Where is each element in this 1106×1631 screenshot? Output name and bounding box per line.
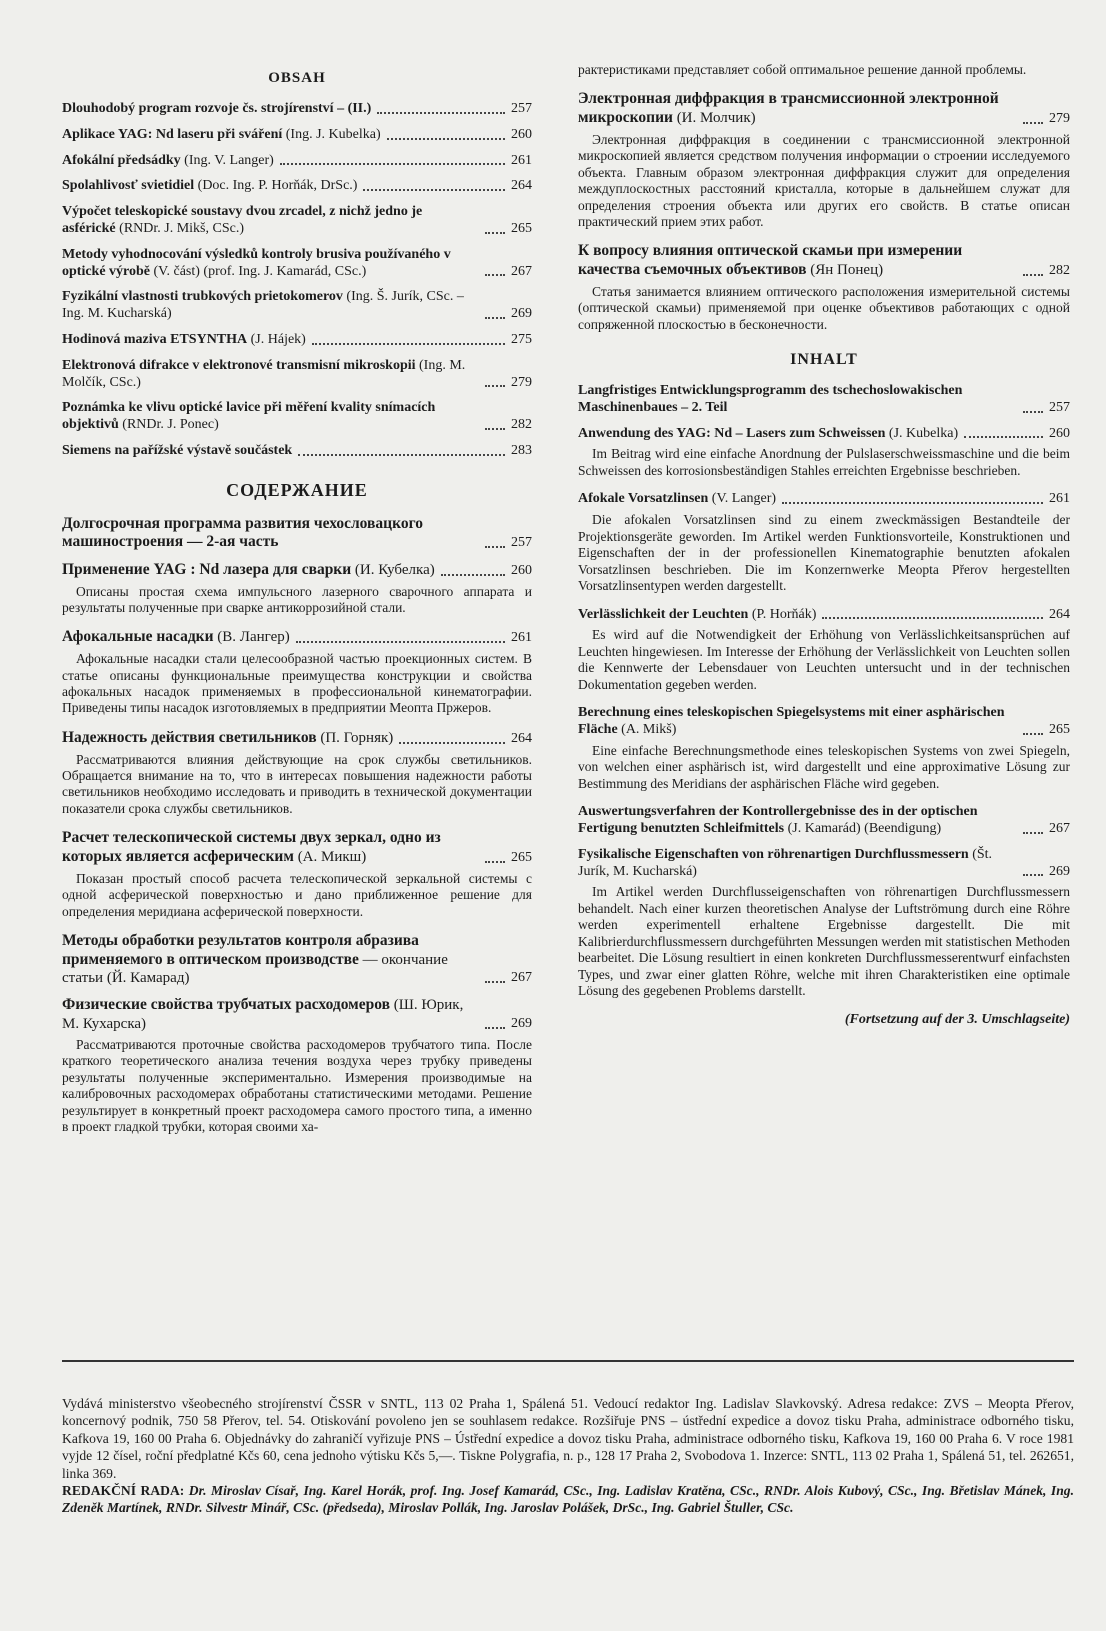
- page-number: 269: [511, 306, 532, 322]
- dot-leader: [485, 1027, 505, 1029]
- article-title: Aplikace YAG: Nd laseru při sváření: [62, 126, 283, 142]
- toc-text: [62, 289, 479, 323]
- toc-entry: [62, 729, 532, 817]
- toc-entry: [62, 153, 532, 170]
- toc-entry: [62, 247, 532, 281]
- toc-line: [62, 127, 532, 144]
- article-title: К вопросу влияния оптической скамьи при измерении качества съемочных объективов: [578, 242, 963, 279]
- dot-leader: [485, 546, 505, 548]
- toc-text: [62, 101, 371, 118]
- toc-text: [578, 491, 776, 508]
- page-number: 260: [511, 126, 532, 142]
- page-number: 261: [511, 152, 532, 168]
- toc-entry: [578, 491, 1070, 594]
- dot-leader: [485, 385, 505, 387]
- toc-line: [62, 561, 532, 580]
- soderzhanie-title: СОДЕРЖАНИЕ: [226, 479, 368, 500]
- dot-leader: [485, 428, 505, 430]
- toc-text: [62, 829, 479, 866]
- toc-line: [578, 383, 1070, 417]
- toc-line: [578, 242, 1070, 279]
- toc-entry: [62, 628, 532, 716]
- article-author: (RNDr. J. Ponec): [122, 417, 219, 433]
- article-title: Afokale Vorsatzlinsen: [578, 491, 709, 507]
- page-number: 275: [511, 331, 532, 347]
- article-author: (Ing. V. Langer): [184, 152, 274, 168]
- article-author: (А. Микш): [297, 849, 367, 865]
- toc-text: [62, 127, 381, 144]
- dot-leader: [964, 436, 1043, 438]
- toc-text: [62, 247, 479, 281]
- dot-leader: [363, 189, 505, 191]
- article-author: (J. Kamarád) (Beendigung): [787, 821, 942, 836]
- article-abstract: Описаны простая схема импульсного лазерного сварочного аппарата и результаты полученные при сварке антикоррозийной стали.: [62, 583, 532, 615]
- toc-entry: [62, 332, 532, 349]
- article-title: Электронная диффракция в трансмиссионной электронной микроскопии: [578, 90, 999, 127]
- article-title: Афокальные насадки: [62, 628, 214, 646]
- toc-text: [62, 628, 290, 647]
- dot-leader: [485, 274, 505, 276]
- page-number: 257: [1049, 399, 1070, 415]
- toc-entry: [62, 996, 532, 1135]
- article-author: (Ш. Юрик, М. Кухарска): [62, 997, 464, 1032]
- dot-leader: [1023, 122, 1043, 124]
- article-author: (Doc. Ing. P. Horňák, DrSc.): [197, 178, 358, 194]
- article-author: (V. Langer): [711, 491, 777, 507]
- article-author: (A. Mikš): [621, 722, 677, 737]
- page-number: 264: [511, 730, 532, 746]
- page-number: 267: [511, 970, 532, 986]
- dot-leader: [296, 641, 505, 643]
- page-number: 279: [1049, 110, 1070, 126]
- dot-leader: [1023, 733, 1043, 735]
- toc-entry: [578, 705, 1070, 792]
- publisher-info: Vydává ministerstvo všeobecného strojírenství ČSSR v SNTL, 113 02 Praha 1, Spálená 51. Vedoucí redaktor Ing. Ladislav Slavkovský. Adresa redakce: ZVS – Meopta Přerov, koncernový podnik, 750 58 Přerov, tel. 54. Otiskování povoleno jen se souhlasem redakce. Rozšiřuje PNS – ústřední expedice a dovoz tisku Praha, administrace odborného tisku, Kafkova 19, 160 00 Praha 6. Objednávky do zahraničí vyřizuje PNS – Ústřední expedice a dovoz tisku Praha, administrace odborného tisku, Kafkova 19, 160 00 Praha 6. V roce 1981 vyjde 12 čísel, roční předplatné Kčs 60, cena jednoho výtisku Kčs 5,—. Tiskne Polygrafia, n. p., 128 17 Praha 2, Svobodova 1. Inzerce: SNTL, 113 02 Praha 1, Spálená 51, tel. 262651, linka 369.: [62, 1396, 1074, 1481]
- toc-entry: [62, 178, 532, 195]
- article-title: Методы обработки результатов контроля абразива применяемого в оптическом производстве: [62, 932, 419, 968]
- toc-text: [578, 607, 816, 624]
- toc-text: [578, 426, 958, 443]
- page-number: 269: [1049, 863, 1070, 879]
- dot-leader: [1023, 874, 1043, 876]
- toc-line: [62, 400, 532, 434]
- imprint: [62, 1395, 1074, 1517]
- article-abstract: Im Beitrag wird eine einfache Anordnung der Pulslaserschweissmaschine und die beim Schweissen des korrosionsbeständigen Stahles erreichten Ergebnisse beschrieben.: [578, 446, 1070, 478]
- toc-text: [578, 383, 1017, 417]
- toc-line: [62, 829, 532, 866]
- article-author: (Ing. J. Kubelka): [285, 126, 381, 142]
- article-abstract: Статья занимается влиянием оптического расположения измерительной системы (оптической скамьи) применяемой при оценке объективов работающих с одной сопряженной плоскостью в бесконечности.: [578, 283, 1070, 332]
- toc-entry: [578, 383, 1070, 417]
- article-title: Fysikalische Eigenschaften von röhrenartigen Durchflussmessern: [578, 846, 969, 862]
- toc-text: [578, 804, 1017, 838]
- article-author: (J. Hájek): [250, 331, 306, 347]
- page-number: 264: [511, 178, 532, 194]
- toc-text: [62, 178, 357, 195]
- toc-line: [578, 491, 1070, 508]
- article-author: (Ing. M. Molčík, CSc.): [62, 357, 466, 390]
- continued-note: (Fortsetzung auf der 3. Umschlagseite): [844, 1011, 1070, 1027]
- toc-text: [62, 443, 292, 460]
- dot-leader: [1023, 274, 1043, 276]
- page-number: 265: [511, 220, 532, 236]
- obsah-title: OBSAH: [268, 70, 326, 86]
- toc-line: [62, 932, 532, 987]
- inhalt-title: INHALT: [790, 351, 858, 369]
- dot-leader: [280, 163, 505, 165]
- footer-divider: [62, 1360, 1074, 1362]
- toc-entry: [62, 358, 532, 392]
- article-title: Dlouhodobý program rozvoje čs. strojírenství – (II.): [62, 101, 372, 116]
- toc-line: [578, 90, 1070, 127]
- article-title: Spolahlivosť svietidiel: [62, 178, 195, 194]
- toc-line: [62, 247, 532, 281]
- toc-entry: [578, 426, 1070, 480]
- page-number: 257: [511, 535, 532, 551]
- article-title: Berechnung eines teleskopischen Spiegelsystems mit einer asphärischen Fläche: [578, 705, 1005, 737]
- article-abstract: Die afokalen Vorsatzlinsen sind zu einem zweckmässigen Bestandteile der Projektionsgeräte geworden. Im Artikel werden Funktionsvorteile, Konstruktionen und Eigenschaften der in der professionellen Kinematographie benutzten afokalen Vorsatzlinsen beschrieben. Die im Konzernwerke Meopta Přerov hergestellten Vorsatzlinsentypen werden dargestellt.: [578, 512, 1070, 594]
- page-number: 257: [511, 101, 532, 116]
- toc-entry: [62, 289, 532, 323]
- toc-line: [578, 847, 1070, 881]
- toc-line: [578, 705, 1070, 739]
- toc-line: [578, 607, 1070, 624]
- dot-leader: [1023, 832, 1043, 834]
- toc-line: [62, 204, 532, 238]
- toc-text: [62, 153, 274, 170]
- toc-text: [62, 400, 479, 434]
- dot-leader: [485, 317, 505, 319]
- article-title: Afokální předsádky: [62, 152, 181, 168]
- dot-leader: [1023, 411, 1043, 413]
- page-number: 261: [511, 630, 532, 646]
- article-title: Hodinová maziva ETSYNTHA: [62, 331, 248, 347]
- dot-leader: [399, 742, 505, 744]
- toc-entry: [578, 607, 1070, 694]
- article-title: Физические свойства трубчатых расходомеров: [62, 996, 390, 1014]
- toc-entry: [62, 515, 532, 552]
- toc-line: [62, 178, 532, 195]
- article-title: Siemens na pařížské výstavě součástek: [62, 442, 293, 458]
- toc-text: [62, 515, 479, 552]
- article-author: (Št. Jurík, M. Kucharská): [578, 846, 993, 879]
- toc-entry: [62, 101, 532, 118]
- article-title: Auswertungsverfahren der Kontrollergebnisse des in der optischen Fertigung benutzten Schleifmittels: [578, 804, 978, 836]
- toc-line: [62, 332, 532, 349]
- page-number: 269: [511, 1015, 532, 1031]
- soderzhanie-continuation: рактеристиками представляет собой оптимальное решение данной проблемы.: [578, 62, 1027, 77]
- article-author: (RNDr. J. Mikš, CSc.): [119, 220, 245, 236]
- toc-line: [62, 289, 532, 323]
- obsah-list: [62, 101, 532, 460]
- toc-entry: [62, 204, 532, 238]
- toc-line: [62, 443, 532, 460]
- dot-leader: [377, 112, 505, 114]
- page-number: 282: [511, 417, 532, 433]
- soderzhanie-list: [62, 515, 532, 1136]
- dot-leader: [312, 343, 505, 345]
- article-title: Anwendung des YAG: Nd – Lasers zum Schweissen: [578, 425, 886, 441]
- page-number: 267: [511, 263, 532, 279]
- article-abstract: Электронная диффракция в соединении с трансмиссионной электронной микроскопией является средством получения информации о строении исследуемого объекта. Главным образом электронная диффракция служит для определения междуплоскостных расстояний кристалла, которые в дальнейшем служат для определения строения объекта или других его свойств. В статье описан практический прием этих работ.: [578, 131, 1070, 229]
- dot-leader: [387, 138, 505, 140]
- toc-entry: [62, 400, 532, 434]
- article-author: (Ing. Š. Jurík, CSc. – Ing. M. Kucharská): [62, 289, 464, 322]
- toc-text: [62, 561, 435, 580]
- right-column: [578, 62, 1070, 1028]
- article-author: (J. Kubelka): [888, 425, 959, 441]
- dot-leader: [485, 861, 505, 863]
- article-author: — окончание статьи (Й. Камарад): [62, 951, 448, 987]
- toc-text: [62, 932, 479, 987]
- article-abstract: Im Artikel werden Durchflusseigenschaften von röhrenartigen Durchflussmessern behandelt. Nach einer kurzen theoretischen Analyse der Luftströmung durch eine Röhre werden experimentell erhaltene Ergebnisse dargestellt. Die mit Kalibrierdurchflussmessern durchgeführten Messungen werden mit statistischen Methoden bearbeitet. Die Lösung resultiert in einen konkreten Durchflussmesserentwurf einfachsten Types, und zwar einer glatten Röhre, welche mit ihren Charakteristiken eine optimale Lösung des gegebenen Problems darstellt.: [578, 884, 1070, 999]
- editorial-board-heading: REDAKČNÍ RADA:: [62, 1482, 185, 1498]
- dot-leader: [782, 502, 1043, 504]
- toc-text: [62, 996, 479, 1033]
- article-title: Verlässlichkeit der Leuchten: [578, 606, 749, 622]
- dot-leader: [485, 232, 505, 234]
- article-abstract: Рассматриваются влияния действующие на срок службы светильников. Обращается внимание на то, что в интересах повышения надежности работы светильников необходимо исследовать и приводить в технической документации показатели срока службы светильников.: [62, 751, 532, 816]
- toc-entry: [62, 932, 532, 987]
- toc-text: [62, 204, 479, 238]
- article-author: (P. Horňák): [751, 606, 817, 622]
- toc-text: [578, 242, 1017, 279]
- toc-entry: [578, 847, 1070, 1000]
- toc-text: [62, 332, 306, 349]
- dot-leader: [485, 981, 505, 983]
- dot-leader: [298, 454, 505, 456]
- toc-text: [578, 90, 1017, 127]
- article-title: Долгосрочная программа развития чехословацкого машиностроения — 2-ая часть: [62, 514, 423, 551]
- toc-text: [62, 729, 393, 748]
- article-abstract: Eine einfache Berechnungsmethode eines teleskopischen Systems von zwei Spiegeln, von welchen einer asphärisch ist, wird dargestellt und eine approximative Lösung zur Bestimmung des Meridians der asphärischen Fläche wird gegeben.: [578, 742, 1070, 791]
- toc-entry: [62, 443, 532, 460]
- page-number: 282: [1049, 262, 1070, 278]
- toc-entry: [62, 127, 532, 144]
- article-author: (Ян Понец): [810, 262, 884, 279]
- article-abstract: Афокальные насадки стали целесообразной частью проекционных систем. В статье описаны функциональные преимущества конструкции и свойства афокальных насадок применяемых в профессиональной кинематографии. Приведены типы насадок изготовляемых в предприятии Меопта Пржеров.: [62, 651, 532, 716]
- article-abstract: Показан простый способ расчета телескопической зеркальной системы с одной асферической поверхностью и дано приближенное решение для определения меридиана асферической поверхности.: [62, 870, 532, 919]
- page-number: 260: [1049, 425, 1070, 441]
- article-title: Fyzikální vlastnosti trubkových prietokomerov: [62, 289, 343, 305]
- article-title: Výpočet teleskopické soustavy dvou zrcadel, z nichž jedno je asférické: [62, 204, 423, 236]
- toc-line: [62, 358, 532, 392]
- left-column: [62, 62, 532, 1148]
- editorial-board-members: Dr. Miroslav Císař, Ing. Karel Horák, prof. Ing. Josef Kamarád, CSc., Ing. Ladislav Kratěna, CSc., RNDr. Alois Kubový, CSc., Ing. Břetislav Mánek, Ing. Zdeněk Martínek, RNDr. Silvestr Minář, CSc. (předseda), Miroslav Pollák, Ing. Jaroslav Polášek, DrSc., Ing. Gabriel Štuller, CSc.: [62, 1482, 1074, 1516]
- toc-line: [62, 729, 532, 748]
- article-title: Расчет телескопической системы двух зеркал, одно из которых является асферическим: [62, 829, 441, 865]
- toc-line: [578, 426, 1070, 443]
- article-title: Langfristiges Entwicklungsprogramm des tschechoslowakischen Maschinenbaues – 2. Teil: [578, 383, 963, 415]
- article-title: Elektronová difrakce v elektronové transmisní mikroskopii: [62, 357, 416, 373]
- page-number: 283: [511, 442, 532, 458]
- page-number: 260: [511, 562, 532, 578]
- toc-line: [62, 628, 532, 647]
- page-number: 279: [511, 374, 532, 390]
- dot-leader: [441, 574, 505, 576]
- article-author: (В. Лангер): [217, 629, 290, 646]
- article-title: Применение YAG : Nd лазера для сварки: [62, 560, 352, 578]
- toc-line: [62, 101, 532, 118]
- toc-line: [62, 153, 532, 170]
- toc-line: [62, 515, 532, 552]
- toc-text: [578, 847, 1017, 881]
- dot-leader: [822, 617, 1043, 619]
- page-number: 264: [1049, 606, 1070, 622]
- toc-text: [62, 358, 479, 392]
- toc-entry: [578, 804, 1070, 838]
- toc-entry: [578, 90, 1070, 230]
- article-author: (V. část) (prof. Ing. J. Kamarád, CSc.): [153, 263, 367, 279]
- toc-entry: [62, 561, 532, 617]
- article-title: Надежность действия светильников: [62, 728, 317, 746]
- toc-entry: [62, 829, 532, 920]
- article-abstract: Es wird auf die Notwendigkeit der Erhöhung von Verlässlichkeitsansprüchen auf Leuchten hingewiesen. Im Interesse der Erhöhung der Verlässlichkeit von Leuchten sollen die Kennwerte der Lebensdauer von Leuchten untersucht und in der technischen Dokumentation gegeben werden.: [578, 627, 1070, 692]
- toc-text: [578, 705, 1017, 739]
- page-number: 267: [1049, 821, 1070, 836]
- article-author: (И. Кубелка): [354, 561, 435, 578]
- article-title: Metody vyhodnocování výsledků kontroly brusiva používaného v optické výrobě: [62, 246, 451, 279]
- toc-line: [578, 804, 1070, 838]
- page-number: 265: [1049, 722, 1070, 737]
- inhalt-list: [578, 383, 1070, 1000]
- toc-entry: [578, 242, 1070, 333]
- article-abstract: Рассматриваются проточные свойства расходомеров трубчатого типа. После краткого теоретического анализа течения воздуха через трубку приведены результаты полученные экспериментально. Измерения производимые на калибровочных расходомерах обработаны статистическими методами. Решение результирует в конкретный проект расходомера самого простого типа, а именно в проект гладкой трубки, которая своими ха-: [62, 1036, 532, 1135]
- article-author: (П. Горняк): [320, 729, 394, 746]
- article-title: Poznámka ke vlivu optické lavice při měření kvality snímacích objektivů: [62, 400, 436, 433]
- toc-line: [62, 996, 532, 1033]
- article-author: (И. Молчик): [676, 110, 756, 127]
- page-number: 265: [511, 849, 532, 865]
- soderzhanie-list-continued: [578, 90, 1070, 333]
- page-number: 261: [1049, 491, 1070, 507]
